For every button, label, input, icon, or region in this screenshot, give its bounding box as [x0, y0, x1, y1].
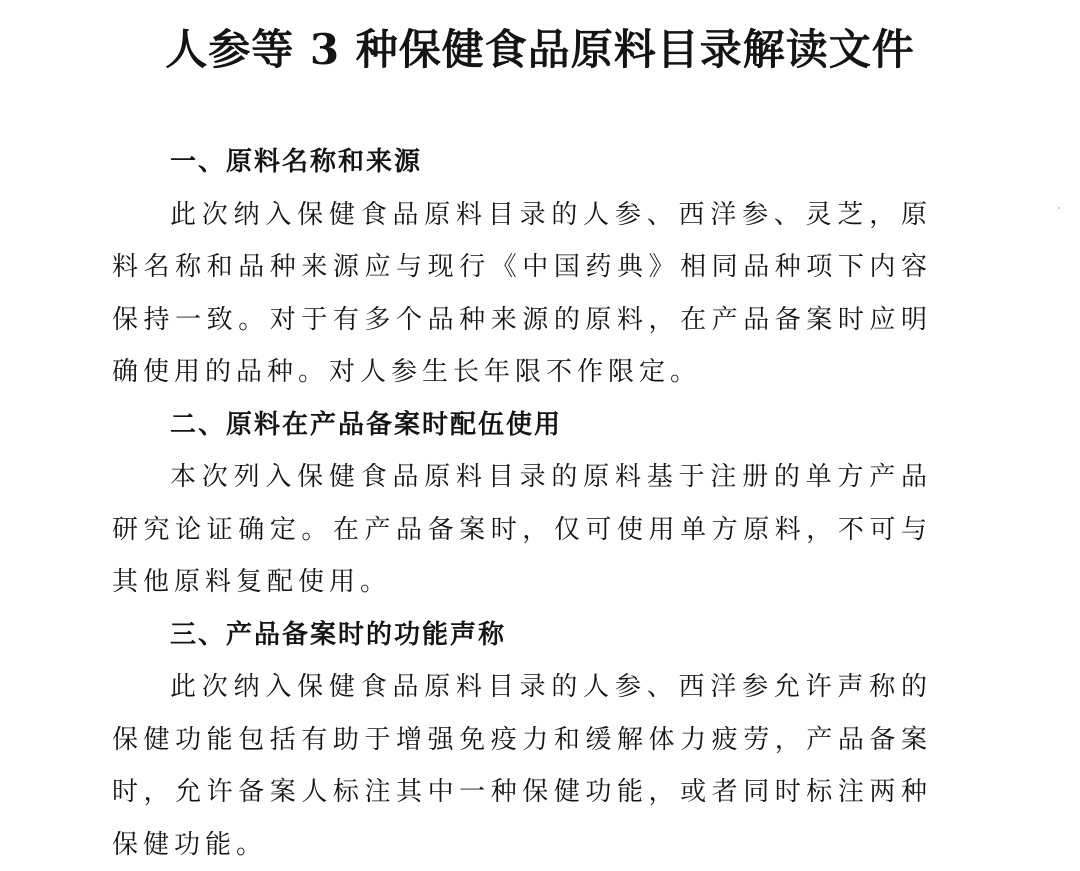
document-body: [112, 136, 932, 871]
section-heading-raw-material-source: 一、原料名称和来源: [170, 147, 423, 177]
scan-speck: [1058, 207, 1060, 209]
section-heading-function-claims: 三、产品备案时的功能声称: [170, 619, 507, 650]
document-title: 人参等 3 种保健食品原料目录解读文件: [165, 25, 915, 74]
section-heading-compatibility: 二、原料在产品备案时配伍使用: [170, 409, 563, 440]
section-paragraph-function-claims: 此次纳入保健食品原料目录的人参、西洋参允许声称的保健功能包括有助于增强免疫力和缓解体力疲劳，产品备案时，允许备案人标注其中一种保健功能，或者同时标注两种保健功能。: [112, 672, 932, 860]
section-paragraph-compatibility: 本次列入保健食品原料目录的原料基于注册的单方产品研究论证确定。在产品备案时，仅可使用单方原料，不可与其他原料复配使用。: [112, 462, 932, 597]
section-paragraph-raw-material-source: 此次纳入保健食品原料目录的人参、西洋参、灵芝，原料名称和品种来源应与现行《中国药典》相同品种项下内容保持一致。对于有多个品种来源的原料，在产品备案时应明确使用的品种。对人参生长年限不作限定。: [112, 199, 932, 387]
